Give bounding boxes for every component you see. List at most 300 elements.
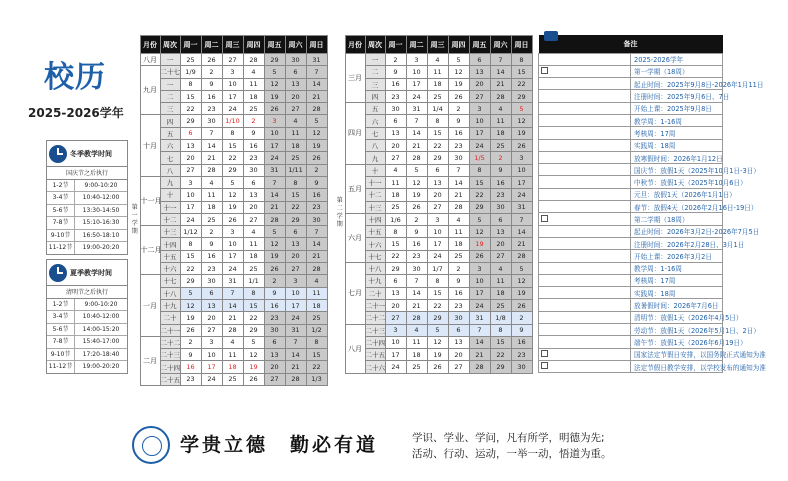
note-text: 注册时间：2026年2月28日、3月1日 <box>631 237 723 249</box>
week-number: 二十四 <box>160 361 180 373</box>
day-cell: 9 <box>306 176 327 188</box>
day-cell: 12 <box>306 127 327 139</box>
note-row <box>539 299 723 311</box>
header-月份: 月份 <box>140 36 160 54</box>
day-cell: 11 <box>201 189 222 201</box>
day-cell: 25 <box>306 312 327 324</box>
note-row <box>539 336 723 348</box>
week-row <box>130 226 327 238</box>
day-cell: 22 <box>427 299 448 311</box>
day-cell: 2 <box>406 213 427 225</box>
day-cell: 4 <box>222 336 243 348</box>
day-cell: 11 <box>243 78 264 90</box>
day-cell: 17 <box>469 287 490 299</box>
header-周日: 周日 <box>511 36 532 54</box>
note-row <box>539 139 723 151</box>
day-cell: 16 <box>490 176 511 188</box>
note-row <box>539 287 723 299</box>
day-cell: 21 <box>306 90 327 102</box>
day-cell: 5 <box>406 164 427 176</box>
semester-label: 第二学期 <box>336 197 343 229</box>
day-cell: 20 <box>201 312 222 324</box>
day-cell: 11 <box>406 336 427 348</box>
day-cell: 18 <box>306 299 327 311</box>
week-row <box>335 238 532 250</box>
day-cell: 19 <box>511 287 532 299</box>
note-text: 2025-2026学年 <box>631 53 723 65</box>
day-cell: 19 <box>469 238 490 250</box>
day-cell: 17 <box>469 127 490 139</box>
month-label: 四月 <box>345 103 365 164</box>
header-周三: 周三 <box>427 36 448 54</box>
week-number: 十二 <box>365 189 385 201</box>
day-cell: 1/4 <box>427 103 448 115</box>
day-cell: 18 <box>285 140 306 152</box>
day-cell: 29 <box>264 54 285 66</box>
day-cell: 5 <box>222 176 243 188</box>
day-cell: 3 <box>285 275 306 287</box>
day-cell: 30 <box>511 361 532 373</box>
day-cell: 7 <box>406 275 427 287</box>
day-cell: 12 <box>243 349 264 361</box>
day-cell: 23 <box>201 103 222 115</box>
day-cell: 28 <box>243 54 264 66</box>
academic-year: 2025-2026学年 <box>28 106 124 120</box>
day-cell: 22 <box>222 152 243 164</box>
week-row <box>335 127 532 139</box>
day-cell: 12 <box>180 299 201 311</box>
day-cell: 4 <box>243 226 264 238</box>
week-number: 一 <box>160 78 180 90</box>
week-number: 七 <box>160 152 180 164</box>
week-number: 二十三 <box>160 349 180 361</box>
day-cell: 13 <box>285 78 306 90</box>
day-cell: 22 <box>285 201 306 213</box>
week-row <box>335 164 532 176</box>
day-cell: 17 <box>180 201 201 213</box>
week-number: 六 <box>160 140 180 152</box>
day-cell: 12 <box>406 176 427 188</box>
day-cell: 6 <box>180 127 201 139</box>
note-row <box>539 90 723 102</box>
note-row <box>539 225 723 237</box>
day-cell: 9 <box>448 275 469 287</box>
note-row <box>539 360 723 372</box>
note-text: 起止时间：2026年3月2日-2026年7月5日 <box>631 225 723 237</box>
note-text: 实践周：18周 <box>631 287 723 299</box>
day-cell: 11 <box>243 238 264 250</box>
week-row <box>335 152 532 164</box>
day-cell: 29 <box>427 152 448 164</box>
week-number: 十六 <box>160 263 180 275</box>
day-cell: 15 <box>469 176 490 188</box>
note-text: 端午节：放假1天（2026年6月19日） <box>631 336 723 348</box>
day-cell: 6 <box>285 226 306 238</box>
day-cell: 14 <box>511 226 532 238</box>
day-cell: 13 <box>448 336 469 348</box>
day-cell: 1/6 <box>385 213 406 225</box>
day-cell: 25 <box>385 201 406 213</box>
day-cell: 9 <box>448 115 469 127</box>
day-cell: 15 <box>285 189 306 201</box>
note-row <box>539 188 723 200</box>
day-cell: 18 <box>448 238 469 250</box>
day-cell: 29 <box>490 361 511 373</box>
day-cell: 31 <box>222 275 243 287</box>
day-cell: 12 <box>448 66 469 78</box>
note-row <box>539 114 723 126</box>
day-cell: 17 <box>264 140 285 152</box>
day-cell: 18 <box>385 189 406 201</box>
day-cell: 18 <box>201 201 222 213</box>
day-cell: 19 <box>264 250 285 262</box>
day-cell: 28 <box>448 201 469 213</box>
note-text: 中秋节：放假1天（2025年10月6日） <box>631 176 723 188</box>
week-row <box>130 164 327 176</box>
day-cell: 16 <box>448 287 469 299</box>
day-cell: 7 <box>306 66 327 78</box>
note-text: 开始上课：2026年3月2日 <box>631 250 723 262</box>
week-number: 十九 <box>160 299 180 311</box>
day-cell: 2 <box>201 66 222 78</box>
week-number: 十八 <box>365 263 385 275</box>
note-text: 教学周：1-16周 <box>631 114 723 126</box>
month-label: 十二月 <box>140 226 160 275</box>
day-cell: 27 <box>469 90 490 102</box>
week-row <box>130 103 327 115</box>
day-cell: 1/8 <box>490 312 511 324</box>
day-cell: 19 <box>180 312 201 324</box>
week-number: 一 <box>160 54 180 66</box>
day-cell: 11 <box>427 66 448 78</box>
week-row <box>130 324 327 336</box>
week-row <box>335 287 532 299</box>
note-text: 实践周：18周 <box>631 139 723 151</box>
day-cell: 3 <box>180 176 201 188</box>
day-cell: 20 <box>427 189 448 201</box>
day-cell: 21 <box>490 78 511 90</box>
day-cell: 28 <box>490 90 511 102</box>
week-number: 二十四 <box>365 336 385 348</box>
day-cell: 23 <box>448 140 469 152</box>
day-cell: 2 <box>264 275 285 287</box>
header-周次: 周次 <box>365 36 385 54</box>
day-cell: 23 <box>406 250 427 262</box>
note-row <box>539 274 723 286</box>
day-cell: 12 <box>427 336 448 348</box>
day-cell: 9 <box>406 226 427 238</box>
week-row <box>130 263 327 275</box>
day-cell: 10 <box>264 127 285 139</box>
day-cell: 19 <box>406 189 427 201</box>
winter-title: 冬季教学时间 <box>70 149 112 158</box>
day-cell: 27 <box>490 250 511 262</box>
semester-label: 第一学期 <box>131 203 138 235</box>
day-cell: 16 <box>511 336 532 348</box>
day-cell: 26 <box>201 54 222 66</box>
week-number: 一 <box>365 54 385 66</box>
day-cell: 20 <box>264 361 285 373</box>
day-cell: 15 <box>306 349 327 361</box>
day-cell: 27 <box>264 373 285 385</box>
week-row <box>130 78 327 90</box>
week-number: 十五 <box>160 250 180 262</box>
note-text: 劳动节：放假1天（2026年5月1日、2日） <box>631 324 723 336</box>
day-cell: 30 <box>448 312 469 324</box>
day-cell: 28 <box>306 263 327 275</box>
week-row <box>130 54 327 66</box>
header-周五: 周五 <box>469 36 490 54</box>
day-cell: 29 <box>385 263 406 275</box>
time-row: 9-10节 16:50-18:10 <box>47 230 127 242</box>
day-cell: 17 <box>406 78 427 90</box>
day-cell: 1/7 <box>427 263 448 275</box>
week-row <box>335 78 532 90</box>
week-row <box>335 90 532 102</box>
header-周二: 周二 <box>406 36 427 54</box>
day-cell: 21 <box>511 238 532 250</box>
day-cell: 18 <box>427 78 448 90</box>
week-row <box>130 361 327 373</box>
week-number: 十一 <box>365 176 385 188</box>
day-cell: 29 <box>427 312 448 324</box>
day-cell: 7 <box>469 324 490 336</box>
note-row <box>539 102 723 114</box>
day-cell: 6 <box>448 324 469 336</box>
day-cell: 15 <box>222 140 243 152</box>
day-cell: 9 <box>511 324 532 336</box>
week-number: 二十 <box>160 312 180 324</box>
day-cell: 13 <box>264 349 285 361</box>
day-cell: 21 <box>201 152 222 164</box>
day-cell: 9 <box>180 349 201 361</box>
week-row <box>130 213 327 225</box>
day-cell: 8 <box>306 336 327 348</box>
week-number: 十七 <box>365 250 385 262</box>
week-row <box>335 250 532 262</box>
week-number: 十七 <box>160 275 180 287</box>
day-cell: 22 <box>427 140 448 152</box>
week-row <box>335 115 532 127</box>
day-cell: 6 <box>385 115 406 127</box>
week-number: 十 <box>160 189 180 201</box>
day-cell: 24 <box>222 263 243 275</box>
day-cell: 27 <box>180 164 201 176</box>
day-cell: 20 <box>448 349 469 361</box>
week-row <box>335 349 532 361</box>
calendar-icon <box>544 31 558 41</box>
day-cell: 4 <box>427 54 448 66</box>
week-number: 十三 <box>365 201 385 213</box>
day-cell: 3 <box>427 213 448 225</box>
week-row <box>130 140 327 152</box>
week-number: 二十五 <box>160 373 180 385</box>
day-cell: 7 <box>490 54 511 66</box>
day-cell: 21 <box>264 201 285 213</box>
week-number: 九 <box>160 176 180 188</box>
day-cell: 14 <box>264 189 285 201</box>
week-row <box>130 373 327 385</box>
day-cell: 25 <box>490 140 511 152</box>
day-cell: 23 <box>511 349 532 361</box>
week-number: 九 <box>365 152 385 164</box>
day-cell: 27 <box>448 361 469 373</box>
day-cell: 2 <box>243 115 264 127</box>
day-cell: 20 <box>285 90 306 102</box>
header-周次: 周次 <box>160 36 180 54</box>
checkbox-icon <box>541 67 548 74</box>
day-cell: 4 <box>490 263 511 275</box>
day-cell: 14 <box>201 140 222 152</box>
day-cell: 7 <box>264 176 285 188</box>
day-cell: 8 <box>427 275 448 287</box>
day-cell: 15 <box>427 127 448 139</box>
day-cell: 25 <box>406 361 427 373</box>
day-cell: 14 <box>306 78 327 90</box>
day-cell: 16 <box>385 78 406 90</box>
day-cell: 28 <box>469 361 490 373</box>
day-cell: 7 <box>201 127 222 139</box>
day-cell: 16 <box>201 90 222 102</box>
day-cell: 30 <box>264 324 285 336</box>
note-row <box>539 53 723 65</box>
summer-title: 夏季教学时间 <box>70 268 112 277</box>
day-cell: 10 <box>406 66 427 78</box>
day-cell: 19 <box>306 140 327 152</box>
day-cell: 21 <box>406 299 427 311</box>
day-cell: 26 <box>511 299 532 311</box>
week-row <box>335 312 532 324</box>
month-label: 一月 <box>140 275 160 336</box>
week-number: 四 <box>160 115 180 127</box>
day-cell: 11 <box>490 115 511 127</box>
day-cell: 16 <box>201 250 222 262</box>
day-cell: 28 <box>222 324 243 336</box>
week-row <box>335 275 532 287</box>
notes-panel <box>538 35 766 373</box>
day-cell: 27 <box>285 263 306 275</box>
week-number: 二十 <box>365 287 385 299</box>
time-row: 11-12节 19:00-20:20 <box>47 361 127 373</box>
day-cell: 1/3 <box>306 373 327 385</box>
winter-schedule <box>46 140 128 255</box>
month-label: 十月 <box>140 115 160 176</box>
day-cell: 22 <box>385 250 406 262</box>
day-cell: 5 <box>264 66 285 78</box>
week-number: 二十三 <box>365 324 385 336</box>
day-cell: 30 <box>490 201 511 213</box>
day-cell: 26 <box>469 250 490 262</box>
day-cell: 18 <box>406 349 427 361</box>
day-cell: 10 <box>180 189 201 201</box>
day-cell: 3 <box>511 152 532 164</box>
day-cell: 20 <box>180 152 201 164</box>
day-cell: 2 <box>448 263 469 275</box>
day-cell: 14 <box>448 176 469 188</box>
header-周一: 周一 <box>385 36 406 54</box>
note-row <box>539 78 723 90</box>
day-cell: 14 <box>222 299 243 311</box>
semester-2-calendar <box>335 35 531 374</box>
semester-1-calendar <box>130 35 326 386</box>
week-row <box>130 299 327 311</box>
day-cell: 12 <box>264 238 285 250</box>
note-text: 注册时间：2025年9月6日、7日 <box>631 90 723 102</box>
day-cell: 30 <box>201 275 222 287</box>
day-cell: 25 <box>243 103 264 115</box>
week-number: 五 <box>365 103 385 115</box>
day-cell: 15 <box>385 238 406 250</box>
day-cell: 21 <box>469 349 490 361</box>
day-cell: 28 <box>511 250 532 262</box>
day-cell: 30 <box>306 213 327 225</box>
day-cell: 24 <box>469 299 490 311</box>
day-cell: 16 <box>306 189 327 201</box>
week-row <box>335 66 532 78</box>
day-cell: 1/11 <box>285 164 306 176</box>
day-cell: 23 <box>201 263 222 275</box>
week-row <box>130 176 327 188</box>
day-cell: 25 <box>180 54 201 66</box>
day-cell: 2 <box>511 312 532 324</box>
day-cell: 5 <box>511 103 532 115</box>
day-cell: 30 <box>406 263 427 275</box>
note-row <box>539 201 723 213</box>
day-cell: 6 <box>264 336 285 348</box>
day-cell: 26 <box>180 324 201 336</box>
day-cell: 16 <box>448 127 469 139</box>
month-label: 八月 <box>345 324 365 373</box>
day-cell: 5 <box>243 336 264 348</box>
day-cell: 7 <box>285 336 306 348</box>
day-cell: 26 <box>306 152 327 164</box>
day-cell: 25 <box>201 213 222 225</box>
day-cell: 11 <box>448 226 469 238</box>
week-number: 二十二 <box>365 312 385 324</box>
day-cell: 28 <box>264 213 285 225</box>
week-number: 二十一 <box>160 324 180 336</box>
day-cell: 20 <box>385 140 406 152</box>
week-number: 二十二 <box>160 336 180 348</box>
day-cell: 5 <box>306 115 327 127</box>
day-cell: 15 <box>180 90 201 102</box>
day-cell: 29 <box>243 324 264 336</box>
day-cell: 22 <box>243 312 264 324</box>
day-cell: 13 <box>180 140 201 152</box>
day-cell: 14 <box>469 336 490 348</box>
day-cell: 15 <box>243 299 264 311</box>
day-cell: 17 <box>222 90 243 102</box>
day-cell: 31 <box>264 164 285 176</box>
day-cell: 31 <box>511 201 532 213</box>
day-cell: 20 <box>490 238 511 250</box>
day-cell: 26 <box>222 213 243 225</box>
note-row <box>539 237 723 249</box>
day-cell: 24 <box>180 213 201 225</box>
day-cell: 17 <box>385 349 406 361</box>
day-cell: 29 <box>180 115 201 127</box>
day-cell: 18 <box>490 127 511 139</box>
day-cell: 8 <box>285 176 306 188</box>
day-cell: 25 <box>243 263 264 275</box>
day-cell: 6 <box>427 164 448 176</box>
clock-icon <box>49 264 67 282</box>
week-row <box>335 226 532 238</box>
week-number: 四 <box>365 90 385 102</box>
creed-line-1: 学识、学业、学问，凡有所学，明德为先; <box>412 432 605 444</box>
motto: 学贵立德 勤必有道 <box>180 434 379 456</box>
week-row <box>130 275 327 287</box>
